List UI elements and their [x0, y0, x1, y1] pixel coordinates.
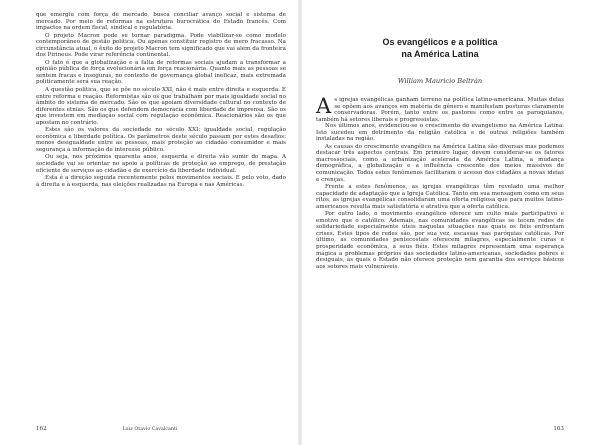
- left-page-body: [36, 12, 286, 188]
- right-paragraph: Por outro lado, o movimento evangélico oferece um culto mais participativo e emotivo que o católico. Ademais, nas comunidades evangélicas se tecem redes de solidariedade especialmente úteis naquelas situações nas quais os fiéis enfrentam crises. Estes tipos de redes são, por sua vez, escassas nas paróquias católicas. Por último, as comunidades pentecostais oferecem milagres, especialmente curas e prosperidade econômica, a seus fiéis. Estes milagres representam uma esperança mágica a problemas próprios das sociedades latino-americanas, sociedades pobres e desiguais, às quais o Estado não oferece proteção nem garantia dos serviços básicos aos setores mais vulneráveis.: [316, 211, 564, 270]
- opening-paragraph: [316, 94, 564, 123]
- right-page-number: 163: [553, 426, 564, 432]
- left-paragraph: O fato é que a globalização e a falta de reformas sociais ajudam a transformar a opinião pública de força evolucionária em força reacionária. Quanto mais as pessoas se sentem fracas e inseguras, no contexto de governança global ineficaz, mais extremada politicamente será sua reação.: [36, 59, 286, 86]
- left-paragraph: Estes são os valores da sociedade no século XXI: igualdade social, regulação econômica e liberdade política. Os parâmetros deste século passam por estes desafios: menos desigualdade entre as pessoas, mais proteção ao cidadão consumidor e mais segurança à informação de interesse público.: [36, 127, 286, 153]
- right-paragraph: As causas do crescimento evangélico na América Latina são diversas mas podemos destacar três aspectos centrais. Em primeiro lugar, devem considerar-se os fatores macrossociais, como a urbanização acelerada da América Latina, a mudança demográfica, a globalização e a influência crescente dos meios massivos de comunicação. Todos estes fenômenos facilitaram o acesso dos cidadãos a novas ideias e crenças.: [316, 143, 564, 183]
- running-footer-author: Luiz Otavio Cavalcanti: [122, 427, 178, 432]
- left-page-number: 162: [36, 426, 47, 432]
- article-title: [316, 37, 564, 60]
- left-paragraph: que emergiu com força de mercado, busca conciliar avanço social e sistema de mercado. Por meio de reformas na estrutura burocrática do Estado francês. Com impactos na ordem fiscal, sindical e regulatória.: [36, 12, 286, 32]
- right-page-body: [316, 123, 564, 270]
- left-paragraph: A questão política, que se põe no século XXI, não é mais entre direita e esquerda. É entre reforma e reação. Reformistas são os que trabalham por mais igualdade social no âmbito do sistema de mercado. São os que apoiam diversidade cultural no contexto de diferentes etnias. São os que defendem democracia com liberdade de imprensa. São os que investem em mediação social com regulação econômica. Reacionários são os que apostam no contrário.: [36, 87, 286, 126]
- drop-cap-letter: A: [316, 94, 332, 118]
- left-paragraph: O projeto Macron pode se tornar paradigma. Pode viabilizar-se como modelo contemporâneo de gestão política. Ou apenas constituir registro de mero fracasso. Na circunstância atual, o êxito do projeto Macron tem significado que vai além da fronteira dos Pirineus. Pode virar referência continental.: [36, 32, 286, 59]
- left-paragraph: Esta é a direção seguida recentemente pelos movimentos sociais. E pelo voto, dado à direita e à esquerda, nas eleições realizadas na Europa e nas Américas.: [36, 175, 286, 188]
- right-page: [300, 0, 600, 445]
- left-paragraph: Ou seja, nos próximos quarenta anos, esquerda e direita vão sumir do mapa. A sociedade vai se orientar no apoio a políticas de proteção ao emprego, de prestação eficiente de serviços ao cidadão e de exercício da liberdade individual.: [36, 154, 286, 174]
- opening-paragraph-text: s igrejas evangélicas ganham terreno na política latino-americana. Muitas delas se opõem aos avanços em matéria de gênero e manifestam posturas claramente conservadoras. Porém, tanto entre os pastores como entre os paroquianos, também há setores liberais e progressistas.: [316, 97, 564, 123]
- article-title-line1: Os evangélicos e a política: [382, 37, 498, 47]
- article-title-line2: na América Latina: [401, 48, 479, 59]
- right-paragraph: Frente a estes fenômenos, as igrejas evangélicas têm revelado uma melhor capacidade de adaptação que a Igreja Católica. Tanto em sua mensagem como em seus ritos, as igrejas evangélicas consolidaram uma oferta religiosa que para muitos latino-americanos resulta mais satisfatória e atrativa que a oferta católica.: [316, 184, 564, 210]
- article-author: William Mauricio Beltrán: [397, 77, 483, 85]
- right-paragraph: Nos últimos anos, evidenciou-se o crescimento do evangelismo na América Latina. Isto sucedeu em detrimento da religião católica e de outras religiões também instaladas na região.: [316, 123, 564, 143]
